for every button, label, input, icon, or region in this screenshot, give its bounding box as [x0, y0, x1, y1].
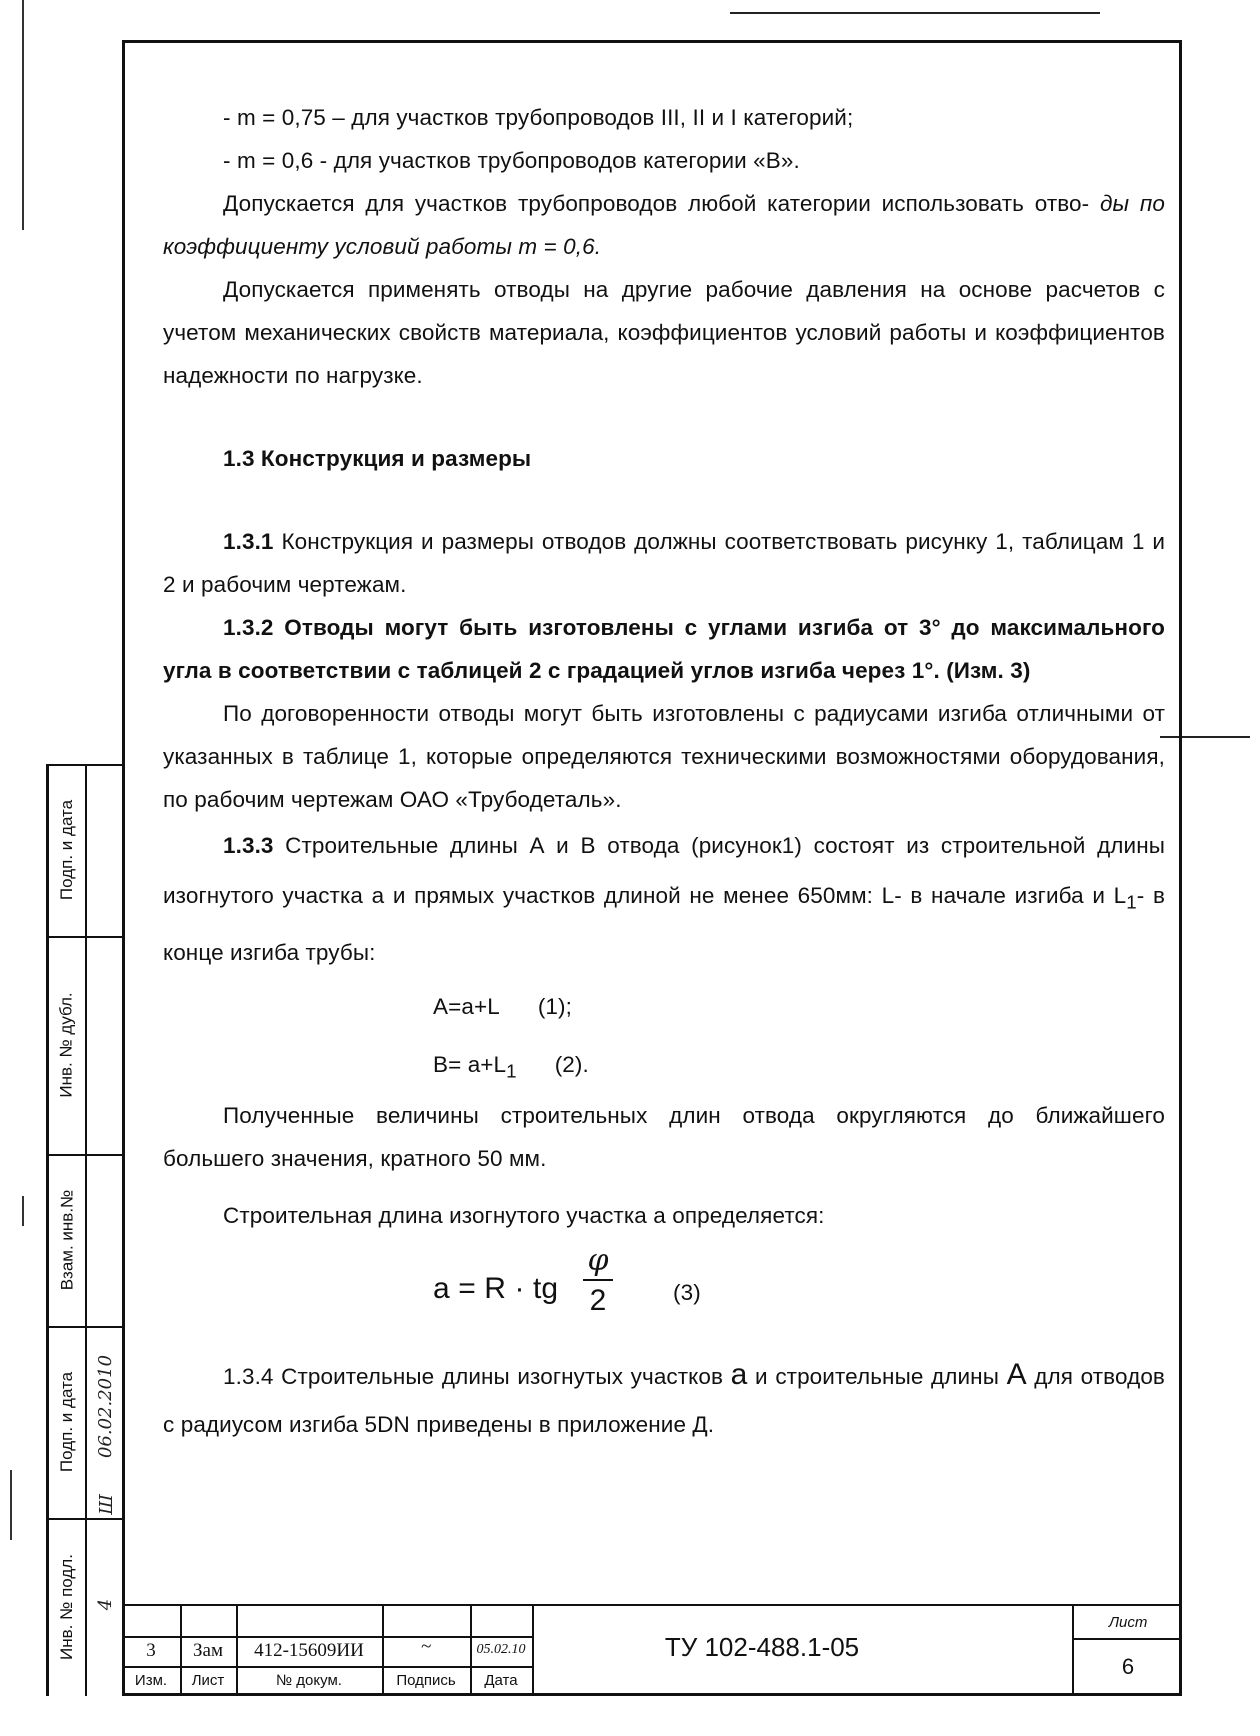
handwritten-text: 4	[95, 1598, 117, 1610]
clause-text: Строительные длины А и В отвода (рисунок1) состоят из строительной длины изогнутого участка	[163, 833, 1165, 908]
paragraph-definition	[163, 1194, 1165, 1237]
clause-1-3-2: 1.3.2 Отводы могут быть изготовлены с углами изгиба от 3° до максимального угла в соответствии с таблицей 2 с градацией углов изгиба через 1°. (Изм. 3)	[163, 615, 1165, 683]
paragraph-allowed	[163, 182, 1165, 268]
document-body	[163, 96, 1165, 1449]
subscript: 1	[1126, 891, 1137, 913]
rev-signature: ~	[420, 1636, 432, 1657]
scan-mark	[22, 1196, 24, 1226]
label-docno: № докум.	[276, 1672, 342, 1689]
symbol-A: А	[1006, 1357, 1027, 1391]
handwritten-text: 06.02.2010	[95, 1354, 117, 1458]
label-list: Лист	[191, 1672, 225, 1689]
clause-text: для отводов с радиусом изгиба 5DN приведены в приложение Д.	[163, 1363, 1165, 1437]
text-italic: ды по коэффициенту условий работы m = 0,6.	[163, 191, 1165, 259]
stamp-replaced-inv	[49, 1154, 85, 1326]
clause-1-3-4	[163, 1351, 1165, 1449]
stamp-label: Инв. № дубл.	[57, 992, 76, 1098]
margin-stamp	[46, 764, 122, 1696]
rev-date: 05.02.10	[476, 1642, 526, 1657]
formula-number: (2).	[554, 1051, 589, 1077]
clause-text: Конструкция и размеры отводов должны соответствовать рисунку 1, таблицам 1 и 2 и рабочим чертежам.	[163, 529, 1165, 597]
sheet-label: Лист	[1108, 1614, 1148, 1631]
scan-mark	[10, 1470, 12, 1540]
text: определяется:	[665, 1202, 825, 1228]
formula-lhs: a = R · tg	[433, 1271, 559, 1305]
handwritten-text: Ш	[95, 1493, 117, 1515]
sheet-number: 6	[1121, 1654, 1135, 1679]
scan-mark	[22, 0, 24, 230]
symbol-a: a	[371, 883, 385, 908]
label-sign: Подпись	[396, 1672, 456, 1689]
clause-1-3-1	[163, 520, 1165, 606]
formula-number: (3)	[673, 1279, 701, 1305]
clause-1-3-3	[163, 821, 1165, 978]
formula-text: B= a+L	[433, 1051, 507, 1077]
scan-mark	[730, 12, 1100, 14]
label-izm: Изм.	[134, 1672, 168, 1689]
label-date: Дата	[484, 1672, 518, 1689]
fraction	[583, 1243, 613, 1321]
subscript: 1	[506, 1060, 517, 1081]
stamp-sign-date-2	[49, 1326, 85, 1518]
stamp-dup-inv	[49, 936, 85, 1154]
symbol-a: a	[730, 1357, 748, 1391]
title-block	[122, 1604, 1182, 1696]
stamp-sign-date	[49, 764, 85, 936]
clause-number: 1.3.1	[223, 529, 274, 554]
coef-line-2: - m = 0,6 - для участков трубопроводов категории «В».	[223, 148, 800, 173]
formula-1	[163, 978, 1165, 1036]
handwritten-number	[87, 1584, 125, 1624]
handwritten-date	[87, 1326, 125, 1486]
clause-number: 1.3.3	[223, 833, 274, 858]
text: Допускается для участков трубопроводов любой категории использовать отво-	[223, 191, 1090, 216]
clause-text: и строительные длины	[747, 1363, 1007, 1389]
paragraph-agreement: По договоренности отводы могут быть изготовлены с радиусами изгиба отличными от указанных в таблице 1, которые определяются техническими возможностями оборудования, по рабочим чертежам ОАО «Трубодеталь».	[163, 701, 1165, 812]
formula-3	[163, 1243, 1165, 1339]
paragraph-rounding: Полученные величины строительных длин отвода округляются до ближайшего большего значения, кратного 50 мм.	[163, 1102, 1165, 1171]
stamp-label: Подп. и дата	[57, 1371, 77, 1473]
text: Строительная длина изогнутого участка	[223, 1202, 654, 1228]
formula-2	[163, 1036, 1165, 1094]
stamp-label: Подп. и дата	[57, 799, 77, 901]
fraction-numerator: φ	[587, 1242, 609, 1278]
formula-text: A=a+L	[433, 993, 500, 1019]
document-number: ТУ 102-488.1-05	[664, 1632, 860, 1662]
rev-number: 3	[146, 1640, 156, 1661]
coef-line-1: - m = 0,75 – для участков трубопроводов III, II и I категорий;	[223, 105, 854, 130]
stamp-label: Инв. № подл.	[57, 1554, 76, 1660]
formula-number: (1);	[537, 993, 572, 1019]
section-heading: 1.3 Конструкция и размеры	[223, 446, 532, 471]
rev-sheet: Зам	[193, 1640, 223, 1661]
paragraph-pressure: Допускается применять отводы на другие рабочие давления на основе расчетов с учетом механических свойств материала, коэффициентов условий работы и коэффициентов надежности по нагрузке.	[163, 277, 1165, 388]
clause-text: 1.3.4 Строительные длины изогнутых участков	[223, 1363, 731, 1389]
symbol-a: a	[653, 1202, 666, 1228]
rev-doc: 412-15609ИИ	[254, 1640, 364, 1661]
stamp-label: Взам. инв.№	[57, 1189, 77, 1291]
stamp-orig-inv	[49, 1518, 85, 1696]
clause-text: - в конце изгиба трубы:	[163, 883, 1165, 965]
fraction-denominator: 2	[589, 1283, 607, 1317]
clause-text: и прямых участков длиной не менее 650мм: L- в начале изгиба и L	[384, 883, 1127, 908]
